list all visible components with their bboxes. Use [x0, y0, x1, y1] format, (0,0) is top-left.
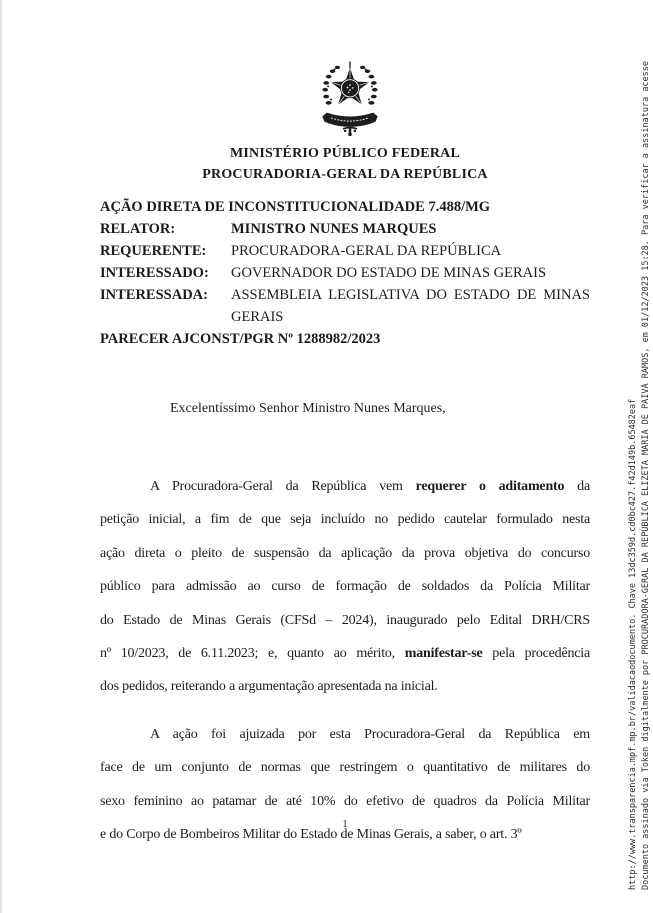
case-row [100, 284, 590, 328]
case-row-label: REQUERENTE: [100, 243, 207, 259]
case-row-label: RELATOR: [100, 221, 176, 237]
page-number: 1 [342, 818, 348, 830]
case-rows [100, 218, 590, 328]
org-name-line2: PROCURADORIA-GERAL DA REPÚBLICA [202, 167, 488, 182]
text-line: público para admissão ao curso de formação de soldados da Polícia Militar [100, 579, 590, 595]
text-line: nº 10/2023, de 6.11.2023; e, quanto ao mérito, manifestar-se pela procedência [100, 646, 590, 662]
parecer-number: PARECER AJCONST/PGR Nº 1288982/2023 [100, 331, 381, 347]
case-row-label: INTERESSADO: [100, 265, 209, 281]
case-row-value: MINISTRO NUNES MARQUES [231, 221, 437, 237]
case-row [100, 240, 590, 262]
case-row-label: INTERESSADA: [100, 287, 208, 303]
case-row-value: PROCURADORA-GERAL DA REPÚBLICA [231, 243, 502, 259]
text-line: e do Corpo de Bombeiros Militar do Estado de Minas Gerais, a saber, o art. 3º [100, 827, 522, 843]
text-line: sexo feminino ao patamar de até 10% do efetivo de quadros da Polícia Militar [100, 793, 590, 809]
text-line: ação direta o pleito de suspensão da aplicação da prova objetiva do concurso [100, 545, 590, 561]
body-paragraph [100, 470, 590, 704]
org-name-line1: MINISTÉRIO PÚBLICO FEDERAL [229, 146, 460, 161]
org-header [100, 143, 590, 185]
text-line: A Procuradora-Geral da República vem requerer o aditamento da [150, 479, 590, 494]
case-row [100, 262, 590, 284]
case-row-value: ASSEMBLEIA LEGISLATIVA DO ESTADO DE MINAS GERAIS [231, 287, 590, 325]
brazil-coat-of-arms-icon [316, 59, 384, 137]
case-info-block [100, 196, 590, 350]
text-line: dos pedidos, reiterando a argumentação apresentada na inicial. [100, 679, 438, 695]
body-paragraph [100, 718, 590, 852]
case-row-value: GOVERNADOR DO ESTADO DE MINAS GERAIS [231, 265, 547, 281]
body-paragraphs [100, 470, 590, 851]
signature-validation-url: http://www.transparencia.mpf.mp.br/validacaodocumento. Chave 13dc359d.cd0bc427.f42d149b.65482eaf [628, 398, 638, 890]
text-line: do Estado de Minas Gerais (CFSd – 2024), inaugurado pelo Edital DRH/CRS [100, 612, 590, 628]
salutation: Excelentíssimo Senhor Ministro Nunes Marques, [170, 401, 446, 416]
text-line: petição inicial, a fim de que seja incluído no pedido cautelar formulado nesta [100, 512, 590, 528]
scan-edge-artifact [0, 0, 2, 913]
case-title: AÇÃO DIRETA DE INCONSTITUCIONALIDADE 7.488/MG [100, 199, 491, 215]
text-line: face de um conjunto de normas que restringem o quantitativo de militares do [100, 760, 590, 776]
case-row [100, 218, 590, 240]
text-line: A ação foi ajuizada por esta Procuradora-Geral da República em [150, 726, 590, 742]
digital-signature-text: Documento assinado via Token digitalmente por PROCURADORA-GERAL DA REPÚBLICA ELIZETA MARIA DE PAIVA RAMOS, em 01/12/2023 15:28. Para verificar a assinatura acesse [641, 60, 651, 890]
